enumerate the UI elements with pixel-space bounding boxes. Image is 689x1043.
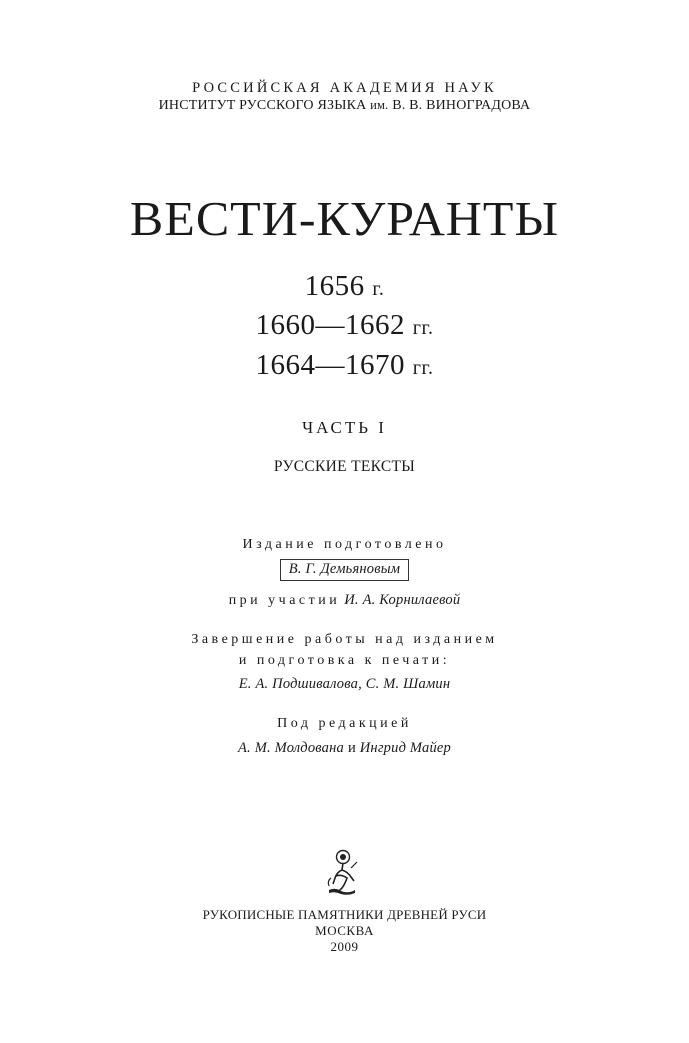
year-line-1 [0,270,689,303]
year-range: 1660—1662 [255,309,406,341]
part-subtitle: РУССКИЕ ТЕКСТЫ [273,458,416,475]
book-title: ВЕСТИ-КУРАНТЫ [129,191,560,246]
institute-name [0,98,689,114]
completion-label-1: Завершение работы над изданием [191,632,498,647]
year-unit: гг. [412,357,434,379]
series-name: РУКОПИСНЫЕ ПАМЯТНИКИ ДРЕВНЕЙ РУСИ [202,907,487,922]
year-line-3 [0,349,689,382]
editors-label: Под редакцией [277,716,412,731]
prepared-by-label: Издание подготовлено [242,537,447,552]
institute-name-part-a: ИНСТИТУТ РУССКОГО ЯЗЫКА [158,98,367,113]
publication-city: МОСКВА [315,923,374,938]
participation-row [0,591,689,609]
institute-name-part-b: В. В. ВИНОГРАДОВА [392,98,531,113]
part-number: ЧАСТЬ I [302,418,387,437]
saint-figure-emblem-icon [321,848,363,898]
completion-names: Е. А. Подшивалова, С. М. Шамин [238,676,451,692]
year-line-2 [0,309,689,342]
participation-name: И. А. Корнилаевой [344,592,461,608]
institute-name-im: им. [370,98,389,112]
academy-name: РОССИЙСКАЯ АКАДЕМИЯ НАУК [192,80,497,96]
editor-conjunction: и [347,740,356,756]
year-range: 1656 [304,270,365,302]
prepared-by-name-row [0,559,689,581]
year-unit: гг. [412,317,434,339]
editor-2: Ингрид Майер [359,740,451,756]
prepared-by-name: В. Г. Демьяновым [280,559,409,581]
editors-row [0,739,689,757]
participation-label: при участии [228,593,341,608]
completion-label-2: и подготовка к печати: [238,653,451,668]
publication-year: 2009 [330,939,359,954]
year-range: 1664—1670 [255,349,406,381]
year-unit: г. [372,278,385,300]
editor-1: А. М. Молдована [237,740,344,756]
